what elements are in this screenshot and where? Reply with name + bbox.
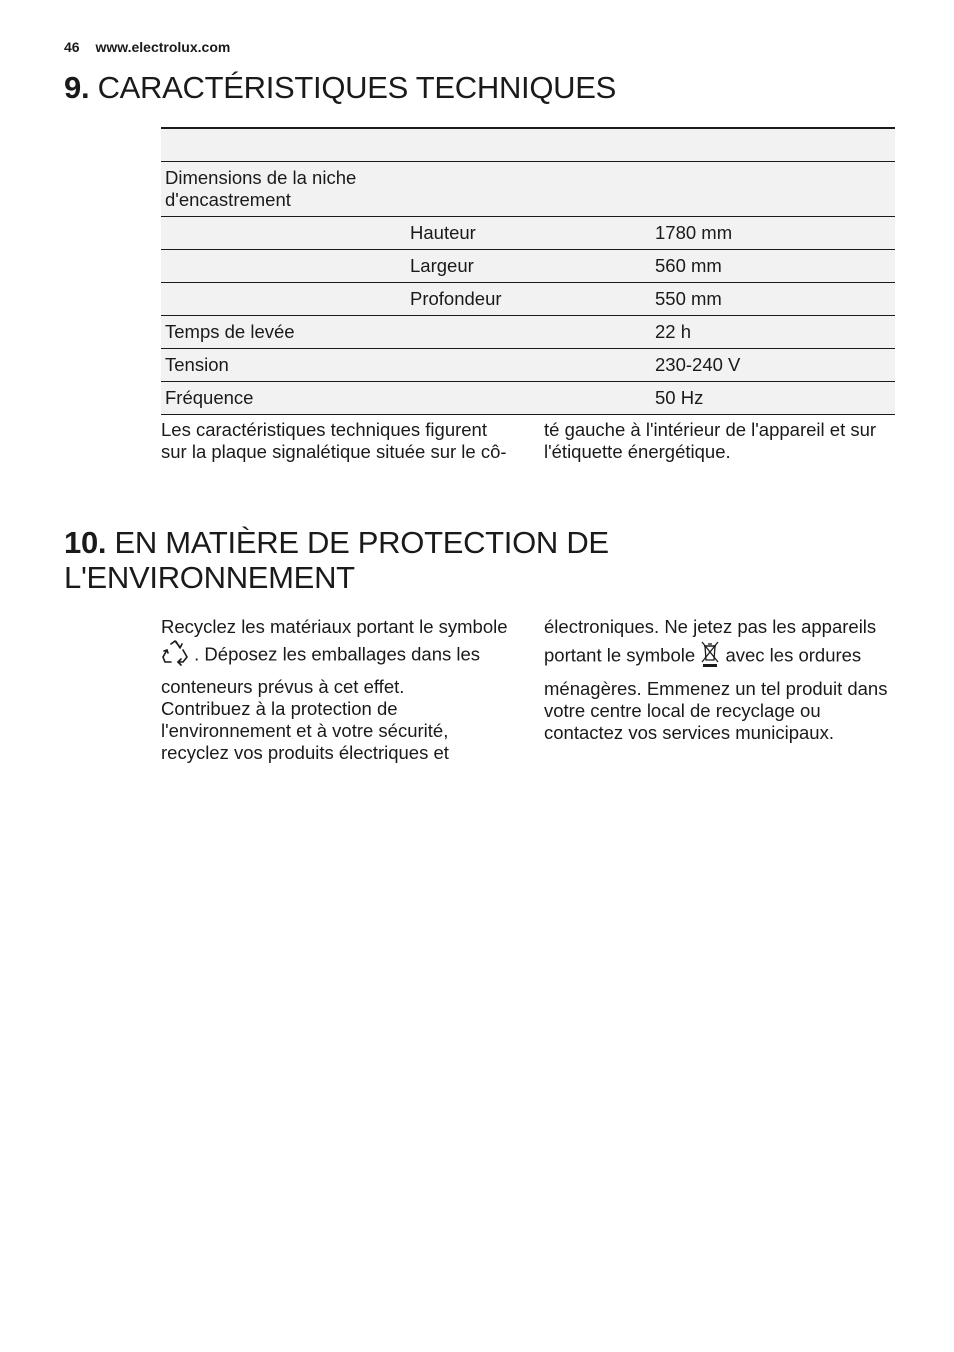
section-9-title: CARACTÉRISTIQUES TECHNIQUES [97,70,616,105]
spec-table-group-row [161,162,895,217]
website-url: www.electrolux.com [95,39,231,55]
page-number: 46 [64,39,80,55]
row-label: Tension [165,354,229,375]
row-label [161,283,406,316]
row-value: 22 h [655,321,692,342]
spec-note-right: té gauche à l'intérieur de l'appareil et sur l'étiquette énergétique. [544,419,877,462]
spec-note-left: Les caractéristiques techniques figurent sur la plaque signalétique située sur le cô- [161,419,507,462]
table-row [161,382,895,415]
row-label [161,250,406,283]
section-10-title-line1: EN MATIÈRE DE PROTECTION DE [114,525,609,560]
row-value: 1780 mm [655,222,733,243]
row-sublabel: Profondeur [410,288,502,309]
environment-text-right [544,616,896,744]
row-value: 50 Hz [655,387,704,408]
row-value: 560 mm [655,255,722,276]
table-row [161,250,895,283]
spec-group-label: Dimensions de la niche d'encastrement [165,167,357,210]
env-left-p1: Recyclez les matériaux portant le symbole [161,616,508,637]
spec-table-header-row [161,128,895,162]
row-sublabel [406,316,651,349]
table-row [161,217,895,250]
spec-table [161,127,895,415]
env-right-line2 [544,640,896,673]
row-sublabel: Hauteur [410,222,476,243]
table-row [161,349,895,382]
env-right-p2b: avec les ordures [725,644,862,666]
table-row [161,316,895,349]
table-row [161,283,895,316]
env-right-p3: ménagères. Emmenez un tel produit dans votre centre local de recyclage ou contactez vos services municipaux. [544,678,888,743]
section-10-heading [64,525,609,595]
env-left-p4: Contribuez à la protection de l'environnement et à votre sécurité, recyclez vos produits électriques et [161,698,449,763]
recycle-icon [161,640,189,671]
env-right-p1: électroniques. Ne jetez pas les appareils [544,616,877,637]
row-value: 230-240 V [655,354,741,375]
row-sublabel [406,349,651,382]
env-left-line2 [161,640,513,671]
page-header [64,39,230,55]
env-left-p3: conteneurs prévus à cet effet. [161,676,405,697]
section-10-number: 10. [64,525,107,560]
row-value: 550 mm [655,288,722,309]
row-label: Fréquence [165,387,254,408]
crossed-bin-icon [700,640,720,673]
row-label: Temps de levée [165,321,295,342]
env-left-p2: . Déposez les emballages dans les [194,643,481,665]
section-9-number: 9. [64,70,90,105]
env-right-p2a: portant le symbole [544,644,696,666]
row-sublabel: Largeur [410,255,474,276]
section-9-heading [64,70,616,106]
row-label [161,217,406,250]
environment-text-left [161,616,513,764]
row-sublabel [406,382,651,415]
section-10-title-line2: L'ENVIRONNEMENT [64,560,355,595]
